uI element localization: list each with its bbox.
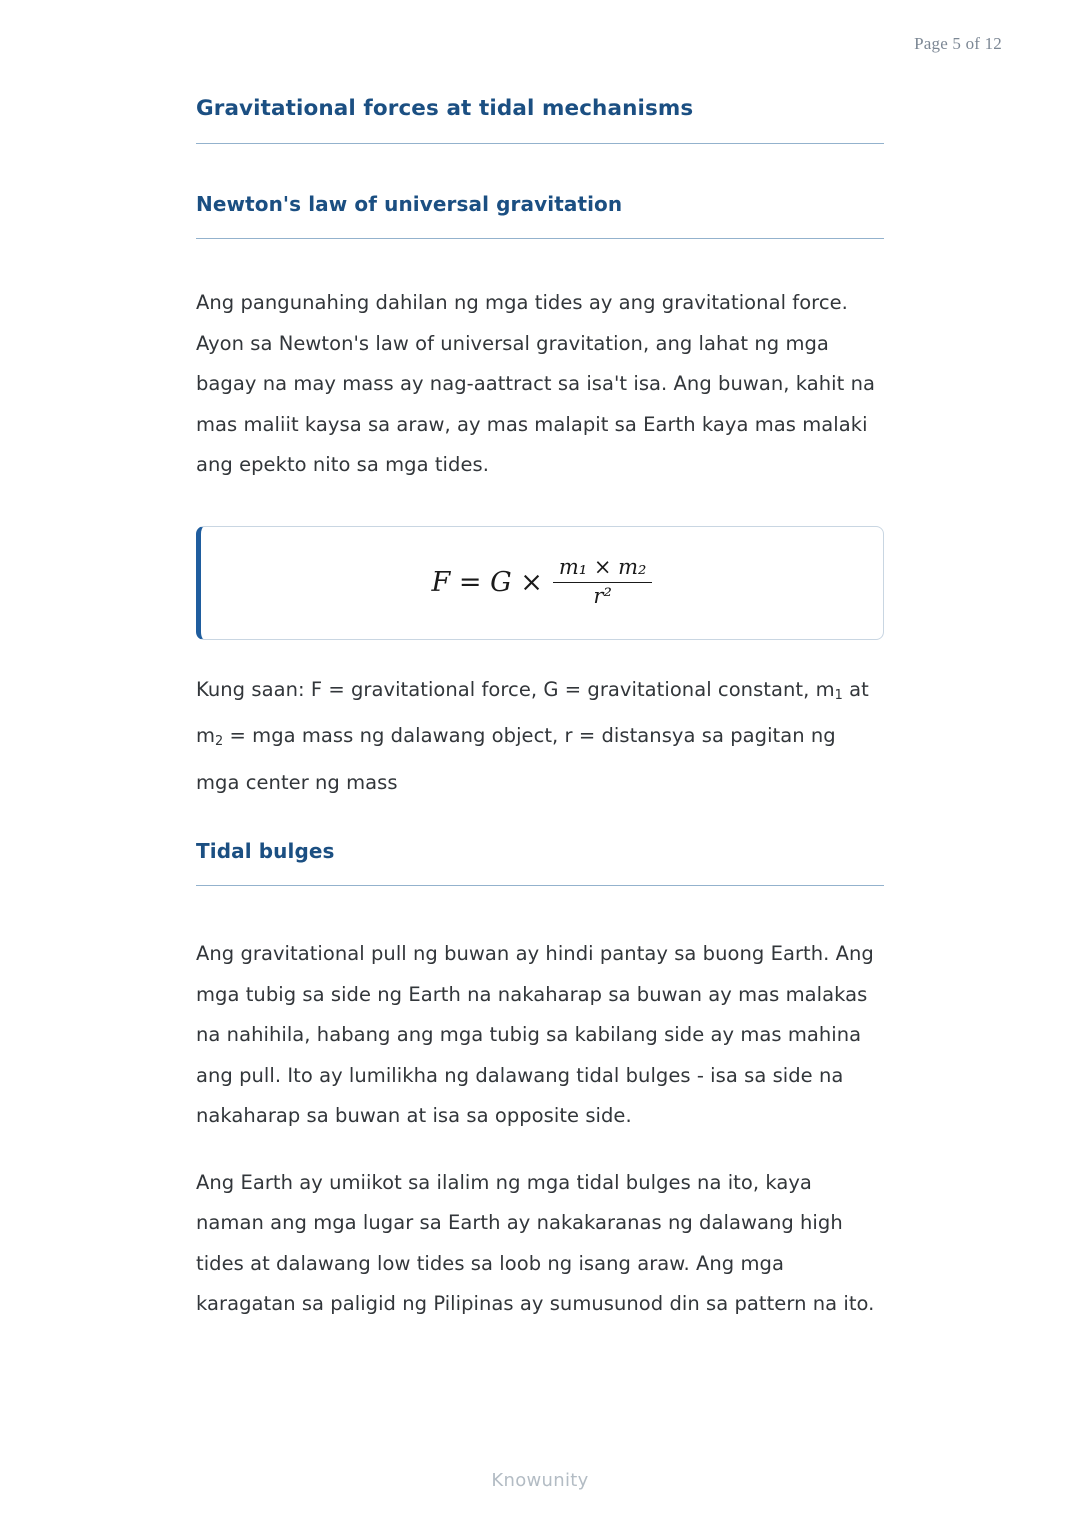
page-title: Gravitational forces at tidal mechanisms xyxy=(196,96,694,121)
paragraph-tidal-bulges: Ang gravitational pull ng buwan ay hindi pantay sa buong Earth. Ang mga tubig sa side ng Earth na nakaharap sa buwan ay mas malakas na nahihila, habang ang mga tubig sa kabilang side ay mas mahina ang pull. Ito ay lumilikha ng dalawang tidal bulges - isa sa side na nakaharap sa buwan at isa sa opposite side. xyxy=(196,942,874,1128)
legend-sub-1: 1 xyxy=(834,687,843,703)
legend-part-b: at m xyxy=(196,677,869,748)
formula-fraction xyxy=(553,556,653,608)
footer-brand: Knowunity xyxy=(491,1470,589,1491)
formula-callout xyxy=(196,526,884,640)
formula-left: F = G × xyxy=(431,567,543,598)
paragraph-gravitational-force: Ang pangunahing dahilan ng mga tides ay ang gravitational force. Ayon sa Newton's law of universal gravitation, ang lahat ng mga bagay na may mass ay nag-aattract sa isa't isa. Ang buwan, kahit na mas maliit kaysa sa araw, ay mas malapit sa Earth kaya mas malaki ang epekto nito sa mga tides. xyxy=(196,291,875,476)
legend-sub-2: 2 xyxy=(215,734,224,750)
page-number: Page 5 of 12 xyxy=(914,34,1002,53)
legend-part-c: = mga mass ng dalawang object, r = distansya sa pagitan ng mga center ng mass xyxy=(196,724,836,794)
document-content xyxy=(196,96,884,1325)
formula-denominator: r² xyxy=(593,584,612,608)
paragraph-earth-rotation: Ang Earth ay umiikot sa ilalim ng mga tidal bulges na ito, kaya naman ang mga lugar sa Earth ay nakakaranas ng dalawang high tides at dalawang low tides sa loob ng isang araw. Ang mga karagatan sa paligid ng Pilipinas ay sumusunod din sa pattern na ito. xyxy=(196,1170,875,1316)
paragraph-formula-legend xyxy=(196,670,884,804)
gravitation-formula xyxy=(432,556,653,608)
subsection-title-tidal-bulges: Tidal bulges xyxy=(196,839,335,864)
legend-part-a: Kung saan: F = gravitational force, G = gravitational constant, m xyxy=(196,677,835,701)
subsection-title-newtons-law: Newton's law of universal gravitation xyxy=(196,192,623,216)
formula-numerator: m₁ × m₂ xyxy=(553,556,653,583)
